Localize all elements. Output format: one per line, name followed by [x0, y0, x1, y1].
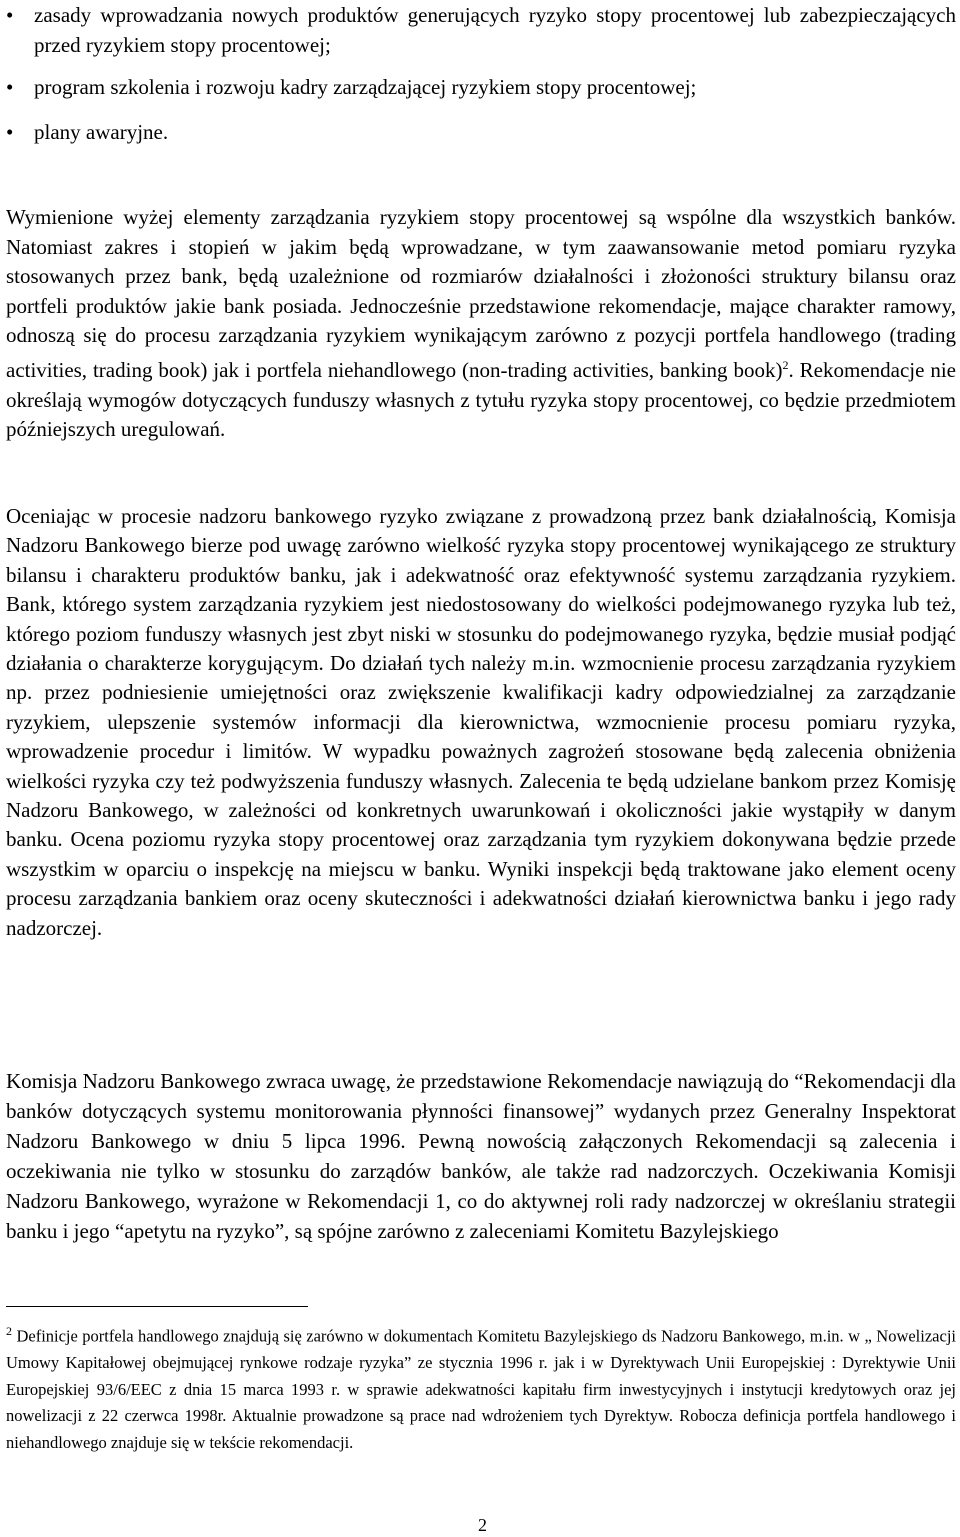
- footnote-text: Definicje portfela handlowego znajdują się zarówno w dokumentach Komitetu Bazylejskiego ds Nadzoru Bankowego, m.in. w „ Nowelizacji Umowy Kapitałowej obejmującej rynkowe rodzaje ryzyka” ze stycznia 1996 r. jak i w Dyrektywach Unii Europejskiej : Dyrektywie Unii Europejskiej 93/6/EEC z dnia 15 marca 1993 r. w sprawie adekwatności kapitału firm inwestycyjnych i instytucji kredytowych oraz jej nowelizacji z 22 czerwca 1998r. Aktualnie prowadzone są prace nad wdrożeniem tych Dyrektyw. Robocza definicja portfela handlowego i niehandlowego znajduje się w tekście rekomendacji.: [6, 1326, 956, 1452]
- bullet-icon: •: [6, 3, 14, 27]
- list-item: [6, 72, 956, 102]
- footnote-reference: 2: [782, 357, 789, 372]
- bullet-text: program szkolenia i rozwoju kadry zarządzającej ryzykiem stopy procentowej;: [34, 75, 697, 99]
- bullet-icon: •: [6, 120, 14, 144]
- bullet-icon: •: [6, 75, 14, 99]
- footnote-number: 2: [6, 1324, 12, 1338]
- page-number: 2: [478, 1515, 487, 1535]
- list-item: [6, 117, 956, 147]
- paragraph: Oceniając w procesie nadzoru bankowego ryzyko związane z prowadzoną przez bank działalnością, Komisja Nadzoru Bankowego bierze pod uwagę zarówno wielkość ryzyka stopy procentowej wynikającego ze struktury bilansu i charakteru produktów banku, jak i adekwatność oraz efektywność systemu zarządzania ryzykiem. Bank, którego system zarządzania ryzykiem jest niedostosowany do wielkości podejmowanego ryzyka lub też, którego poziom funduszy własnych jest zbyt niski w stosunku do podejmowanego ryzyka, będzie musiał podjąć działania o charakterze korygującym. Do działań tych należy m.in. wzmocnienie procesu zarządzania ryzykiem np. przez podniesienie umiejętności oraz zwiększenie kwalifikacji kadry odpowiedzialnej za zarządzanie ryzykiem, ulepszenie systemów informacji dla kierownictwa, wzmocnienie procesu pomiaru ryzyka, wprowadzenie procedur i limitów. W wypadku poważnych zagrożeń stosowane będą zalecenia obniżenia wielkości ryzyka czy też podwyższenia funduszy własnych. Zalecenia te będą udzielane bankom przez Komisję Nadzoru Bankowego, w zależności od konkretnych uwarunkowań i okoliczności jakie wystąpiły w danym banku. Ocena poziomu ryzyka stopy procentowej oraz zarządzania tym ryzykiem dokonywana będzie przede wszystkim w oparciu o inspekcję na miejscu w banku. Wyniki inspekcji będą traktowane jako element oceny procesu zarządzania bankiem oraz oceny skuteczności i adekwatności działań kierownictwa banku i jego rady nadzorczej.: [6, 504, 956, 940]
- footnote: [6, 1318, 956, 1456]
- paragraph-text: Wymienione wyżej elementy zarządzania ryzykiem stopy procentowej są wspólne dla wszystkich banków. Natomiast zakres i stopień w jakim będą wprowadzane, w tym zaawansowanie metod pomiaru ryzyka stosowanych przez bank, będą uzależnione od rozmiarów działalności i złożoności struktury bilansu oraz portfeli produktów jakie bank posiada. Jednocześnie przedstawione rekomendacje, mające charakter ramowy, odnoszą się do procesu zarządzania ryzykiem wynikającym zarówno z pozycji portfela handlowego (trading activities, trading book) jak i portfela niehandlowego (non-trading activities, banking book): [6, 205, 956, 382]
- paragraph: [6, 203, 956, 445]
- list-item: [6, 0, 956, 60]
- paragraph: Komisja Nadzoru Bankowego zwraca uwagę, że przedstawione Rekomendacje nawiązują do “Rekomendacji dla banków dotyczących systemu monitorowania płynności finansowej” wydanych przez Generalny Inspektorat Nadzoru Bankowego w dniu 5 lipca 1996. Pewną nowością załączonych Rekomendacji są zalecenia i oczekiwania nie tylko w stosunku do zarządów banków, ale także rad nadzorczych. Oczekiwania Komisji Nadzoru Bankowego, wyrażone w Rekomendacji 1, co do aktywnej roli rady nadzorczej w określaniu strategii banku i jego “apetytu na ryzyko”, są spójne zarówno z zaleceniami Komitetu Bazylejskiego: [6, 1069, 956, 1243]
- bullet-text: plany awaryjne.: [34, 120, 169, 144]
- footnote-separator: [6, 1306, 308, 1307]
- paragraph-text: . Rekomendacje nie określają wymogów dotyczących funduszy własnych z tytułu ryzyka stopy procentowej, co będzie przedmiotem późniejszych uregulowań.: [6, 357, 957, 442]
- bullet-text: zasady wprowadzania nowych produktów generujących ryzyko stopy procentowej lub zabezpieczających przed ryzykiem stopy procentowej;: [34, 3, 956, 57]
